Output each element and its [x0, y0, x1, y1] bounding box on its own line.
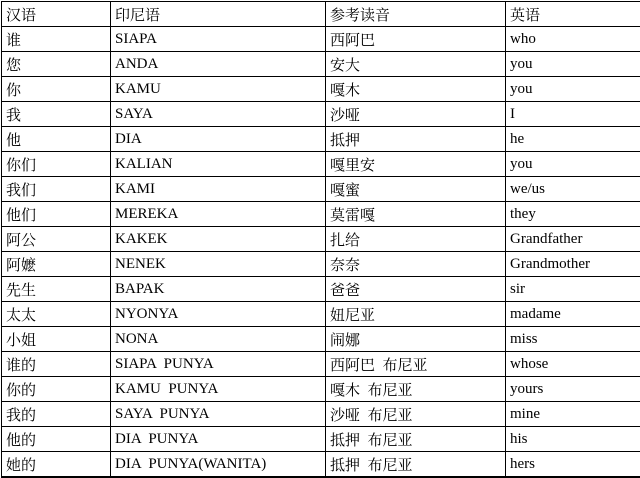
table-cell: 嘎木 布尼亚 [326, 377, 506, 402]
table-cell: 她的 [2, 452, 111, 478]
table-cell: 阿嬷 [2, 252, 111, 277]
table-cell: SAYA [111, 102, 326, 127]
table-cell: 奈奈 [326, 252, 506, 277]
table-cell: KALIAN [111, 152, 326, 177]
table-row [2, 327, 640, 352]
table-cell: DIA PUNYA(WANITA) [111, 452, 326, 478]
table-cell: 抵押 [326, 127, 506, 152]
table-cell: you [506, 52, 640, 77]
table-cell: we/us [506, 177, 640, 202]
table-cell: 嘎里安 [326, 152, 506, 177]
table-cell: 你 [2, 77, 111, 102]
table-row [2, 277, 640, 302]
header-chinese: 汉语 [2, 2, 111, 27]
table-cell: 安大 [326, 52, 506, 77]
table-cell: 莫雷嘎 [326, 202, 506, 227]
table-cell: 抵押 布尼亚 [326, 452, 506, 478]
table-cell: 扎给 [326, 227, 506, 252]
header-pronunciation: 参考读音 [326, 2, 506, 27]
table-cell: whose [506, 352, 640, 377]
table-cell: you [506, 77, 640, 102]
table-row [2, 227, 640, 252]
table-cell: 嘎木 [326, 77, 506, 102]
table-row [2, 152, 640, 177]
table-cell: ANDA [111, 52, 326, 77]
table-cell: 他的 [2, 427, 111, 452]
table-cell: 妞尼亚 [326, 302, 506, 327]
document-page [0, 1, 640, 463]
table-cell: 太太 [2, 302, 111, 327]
table-cell: 谁的 [2, 352, 111, 377]
table-cell: 抵押 布尼亚 [326, 427, 506, 452]
table-row [2, 27, 640, 52]
table-cell: miss [506, 327, 640, 352]
table-cell: SAYA PUNYA [111, 402, 326, 427]
table-cell: 我们 [2, 177, 111, 202]
table-cell: sir [506, 277, 640, 302]
table-cell: 嘎蜜 [326, 177, 506, 202]
table-cell: KAMU PUNYA [111, 377, 326, 402]
header-english: 英语 [506, 2, 640, 27]
header-indonesian: 印尼语 [111, 2, 326, 27]
table-cell: MEREKA [111, 202, 326, 227]
table-cell: SIAPA PUNYA [111, 352, 326, 377]
table-cell: 西阿巴 布尼亚 [326, 352, 506, 377]
table-cell: NYONYA [111, 302, 326, 327]
table-row [2, 402, 640, 427]
table-cell: 闹娜 [326, 327, 506, 352]
table-cell: they [506, 202, 640, 227]
table-cell: his [506, 427, 640, 452]
table-cell: 你们 [2, 152, 111, 177]
table-cell: 你的 [2, 377, 111, 402]
table-cell: who [506, 27, 640, 52]
table-cell: NONA [111, 327, 326, 352]
table-row [2, 252, 640, 277]
table-row [2, 202, 640, 227]
table-cell: 爸爸 [326, 277, 506, 302]
table-row [2, 452, 640, 478]
table-cell: 他 [2, 127, 111, 152]
table-row [2, 52, 640, 77]
table-cell: DIA PUNYA [111, 427, 326, 452]
table-cell: mine [506, 402, 640, 427]
table-cell: Grandfather [506, 227, 640, 252]
table-cell: madame [506, 302, 640, 327]
table-cell: 先生 [2, 277, 111, 302]
table-cell: DIA [111, 127, 326, 152]
table-cell: hers [506, 452, 640, 478]
table-cell: KAMU [111, 77, 326, 102]
table-cell: Grandmother [506, 252, 640, 277]
table-cell: 谁 [2, 27, 111, 52]
table-cell: 沙哑 布尼亚 [326, 402, 506, 427]
table-header-row [2, 2, 640, 27]
table-cell: BAPAK [111, 277, 326, 302]
table-row [2, 77, 640, 102]
table-row [2, 352, 640, 377]
table-cell: 阿公 [2, 227, 111, 252]
table-cell: 沙哑 [326, 102, 506, 127]
table-cell: KAKEK [111, 227, 326, 252]
table-cell: yours [506, 377, 640, 402]
table-cell: 我的 [2, 402, 111, 427]
table-row [2, 427, 640, 452]
table-cell: 小姐 [2, 327, 111, 352]
table-row [2, 302, 640, 327]
table-cell: 您 [2, 52, 111, 77]
table-row [2, 177, 640, 202]
table-cell: 西阿巴 [326, 27, 506, 52]
table-row [2, 102, 640, 127]
table-row [2, 127, 640, 152]
table-cell: 我 [2, 102, 111, 127]
table-row [2, 377, 640, 402]
table-cell: 他们 [2, 202, 111, 227]
table-cell: you [506, 152, 640, 177]
table-cell: I [506, 102, 640, 127]
table-cell: KAMI [111, 177, 326, 202]
table-cell: NENEK [111, 252, 326, 277]
table-cell: he [506, 127, 640, 152]
vocabulary-table [1, 1, 640, 478]
table-cell: SIAPA [111, 27, 326, 52]
